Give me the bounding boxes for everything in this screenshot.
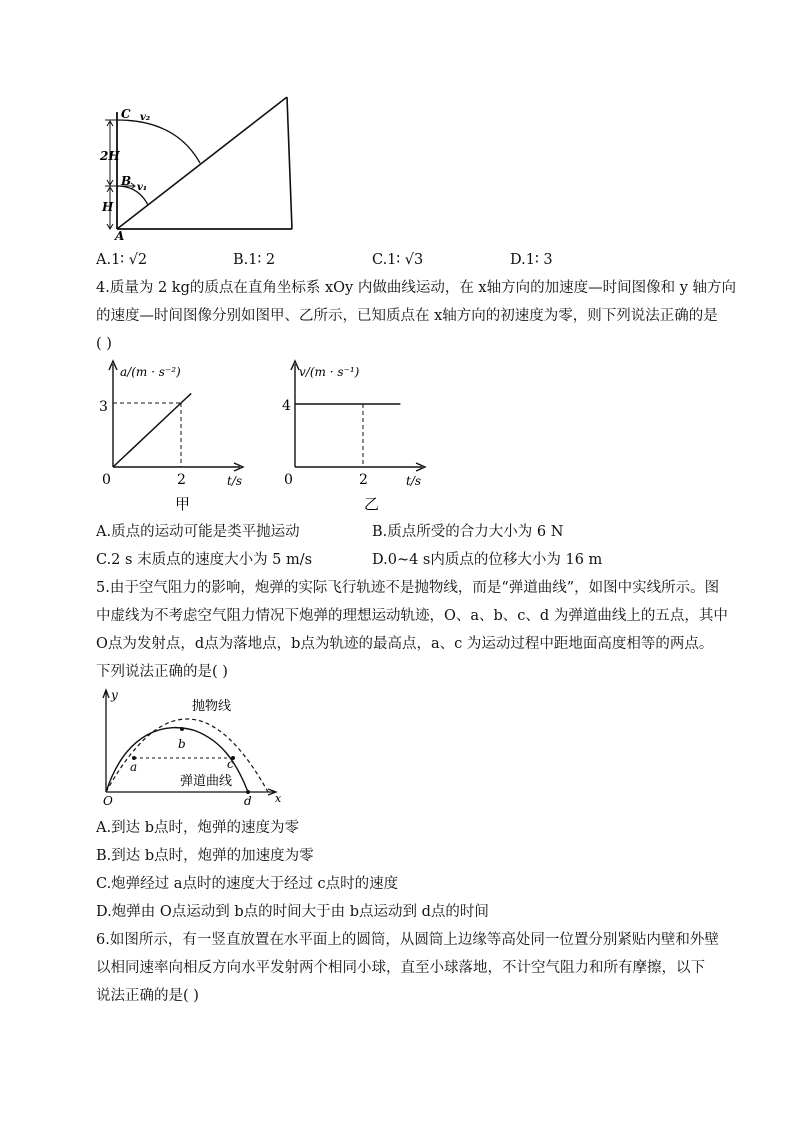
yi-origin: 0 (284, 472, 293, 488)
jia-x-tick-2: 2 (177, 472, 186, 488)
jia-series-line (113, 393, 191, 467)
q6-line-2: 以相同速率向相反方向水平发射两个相同小球，直至小球落地，不计空气阻力和所有摩擦，以下 (96, 960, 705, 976)
yi-title: 乙 (364, 495, 380, 513)
jia-ylabel: a/(m · s⁻²) (120, 365, 181, 379)
ballistic-figure (96, 686, 296, 808)
q5-line-2: 中虚线为不考虑空气阻力情况下炮弹的理想运动轨迹，O、a、b、c、d 为弹道曲线上的五点，其中 (96, 608, 728, 624)
q4-option-a: A.质点的运动可能是类平抛运动 (96, 524, 300, 540)
label-v2: v₂ (140, 112, 151, 123)
q5-line-4: 下列说法正确的是( ) (96, 664, 228, 680)
q3-option-a: A.1∶ √2 (96, 252, 148, 268)
jia-origin: 0 (102, 472, 111, 488)
jia-title: 甲 (175, 495, 191, 513)
q5-option-a: A.到达 b点时，炮弹的速度为零 (96, 820, 299, 836)
ballistic-label: 弹道曲线 (180, 774, 233, 789)
label-point-d: d (244, 794, 252, 808)
point-b (180, 727, 184, 731)
label-a: A (115, 229, 125, 242)
label-b: B (121, 174, 132, 188)
q6-line-3: 说法正确的是( ) (96, 988, 199, 1004)
q3-option-d: D.1∶ 3 (510, 252, 553, 268)
yi-x-tick-2: 2 (359, 472, 368, 488)
q3-option-b: B.1∶ 2 (233, 252, 276, 268)
label-2h: 2H (100, 149, 120, 163)
q5-option-b: B.到达 b点时，炮弹的加速度为零 (96, 848, 314, 864)
yi-y-tick-4: 4 (282, 398, 291, 414)
right-wall (287, 97, 292, 229)
q4-option-c: C.2 s 末质点的速度大小为 5 m/s (96, 552, 313, 568)
yi-ylabel: v/(m · s⁻¹) (299, 365, 360, 379)
parabola-label: 抛物线 (192, 699, 232, 714)
label-point-a: a (130, 760, 138, 774)
chart-jia (96, 358, 256, 518)
q3-option-c: C.1∶ √3 (372, 252, 424, 268)
label-point-c: c (227, 757, 234, 771)
trajectory-c (117, 120, 200, 163)
ballistic-ylabel: y (111, 688, 118, 702)
ballistic-xlabel: x (275, 792, 282, 805)
label-c: C (121, 107, 131, 121)
label-h: H (102, 200, 114, 214)
q4-line-3: ( ) (96, 336, 112, 352)
incline-figure (96, 92, 306, 242)
label-v1: v₁ (137, 182, 148, 193)
q6-line-1: 6.如图所示，有一竖直放置在水平面上的圆筒，从圆筒上边缘等高处同一位置分别紧贴内壁和外壁 (96, 932, 719, 948)
label-point-b: b (178, 737, 186, 751)
q4-line-2: 的速度—时间图像分别如图甲、乙所示，已知质点在 x轴方向的初速度为零，则下列说法正确的是 (96, 308, 718, 324)
label-origin-o: O (103, 794, 113, 808)
q4-option-d: D.0~4 s内质点的位移大小为 16 m (372, 552, 603, 568)
q4-option-b: B.质点所受的合力大小为 6 N (372, 524, 564, 540)
yi-xlabel: t/s (406, 474, 422, 488)
q5-option-c: C.炮弹经过 a点时的速度大于经过 c点时的速度 (96, 876, 399, 892)
q5-line-3: O点为发射点，d点为落地点，b点为轨迹的最高点，a、c 为运动过程中距地面高度相等的两点。 (96, 636, 714, 652)
q5-line-1: 5.由于空气阻力的影响，炮弹的实际飞行轨迹不是抛物线，而是“弹道曲线”，如图中实线所示。图 (96, 580, 720, 596)
chart-yi (278, 358, 438, 518)
jia-xlabel: t/s (227, 474, 243, 488)
q4-line-1: 4.质量为 2 kg的质点在直角坐标系 xOy 内做曲线运动，在 x轴方向的加速度—时间图像和 y 轴方向 (96, 280, 737, 296)
jia-y-tick-3: 3 (99, 399, 108, 415)
q5-option-d: D.炮弹由 O点运动到 b点的时间大于由 b点运动到 d点的时间 (96, 904, 489, 920)
